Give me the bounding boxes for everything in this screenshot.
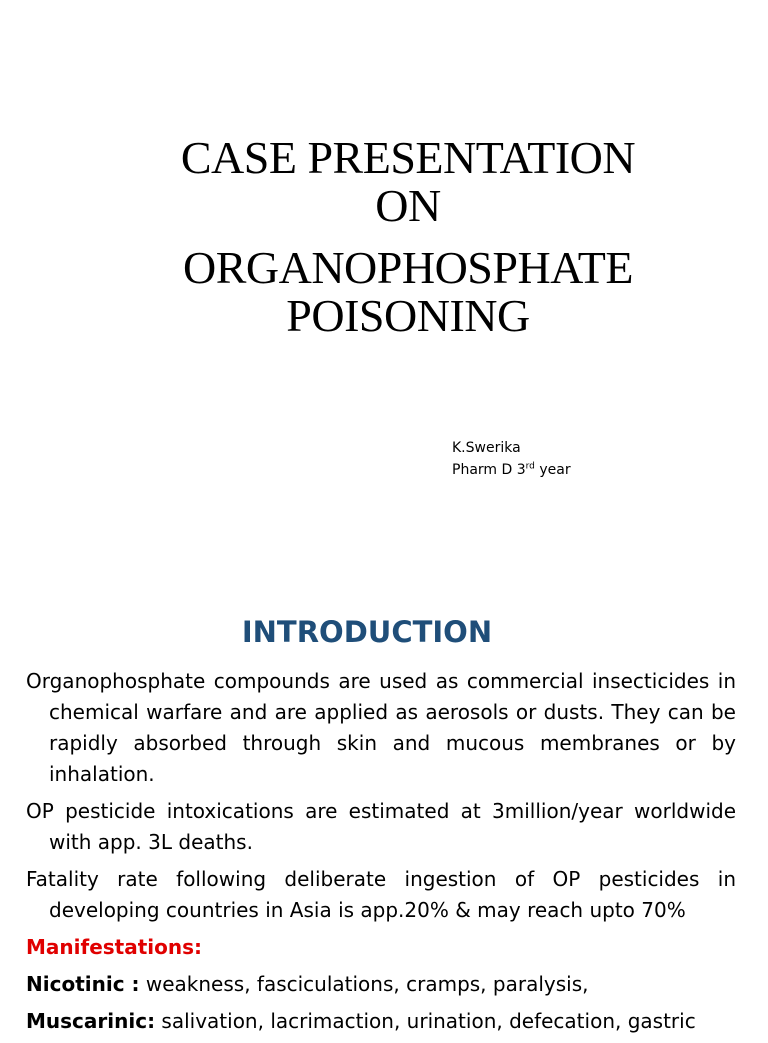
- muscarinic-label: Muscarinic:: [26, 1009, 156, 1033]
- author-course-prefix: Pharm D 3: [452, 462, 526, 478]
- introduction-slide: [0, 600, 768, 1033]
- introduction-heading: INTRODUCTION: [241, 615, 493, 649]
- title-line-organophosphate: ORGANOPHOSPHATE: [182, 242, 633, 293]
- paragraph-nicotinic: [26, 969, 736, 1000]
- author-name: K.Swerika: [452, 440, 521, 456]
- paragraph-compounds: Organophosphate compounds are used as commercial insecticides in chemical warfare and are applied as aerosols or dusts. They can be rapidly absorbed through skin and mucous membranes or by inhalation.: [26, 669, 736, 786]
- author-course-suffix: year: [534, 462, 571, 478]
- author-course: [452, 459, 571, 481]
- title-line-poisoning: POISONING: [286, 290, 530, 341]
- nicotinic-label: Nicotinic :: [26, 972, 140, 996]
- author-block: [452, 437, 571, 481]
- introduction-body: [26, 666, 736, 1043]
- title-line-case-presentation: CASE PRESENTATION: [180, 132, 636, 183]
- manifestations-heading: Manifestations:: [26, 935, 203, 959]
- title-block-bottom: [80, 244, 736, 340]
- paragraph-intoxications: OP pesticide intoxications are estimated at 3million/year worldwide with app. 3L deaths.: [26, 799, 736, 854]
- title-line-on: ON: [375, 180, 441, 231]
- nicotinic-text: weakness, fasciculations, cramps, paralysis,: [139, 972, 589, 996]
- paragraph-muscarinic: [26, 1006, 736, 1037]
- muscarinic-text: salivation, lacrimaction, urination, defecation, gastric: [155, 1009, 696, 1033]
- author-course-sup: rd: [525, 461, 535, 472]
- title-block-top: [80, 134, 736, 230]
- paragraph-fatality: Fatality rate following deliberate ingestion of OP pesticides in developing countries in Asia is app.20% & may reach upto 70%: [26, 867, 736, 922]
